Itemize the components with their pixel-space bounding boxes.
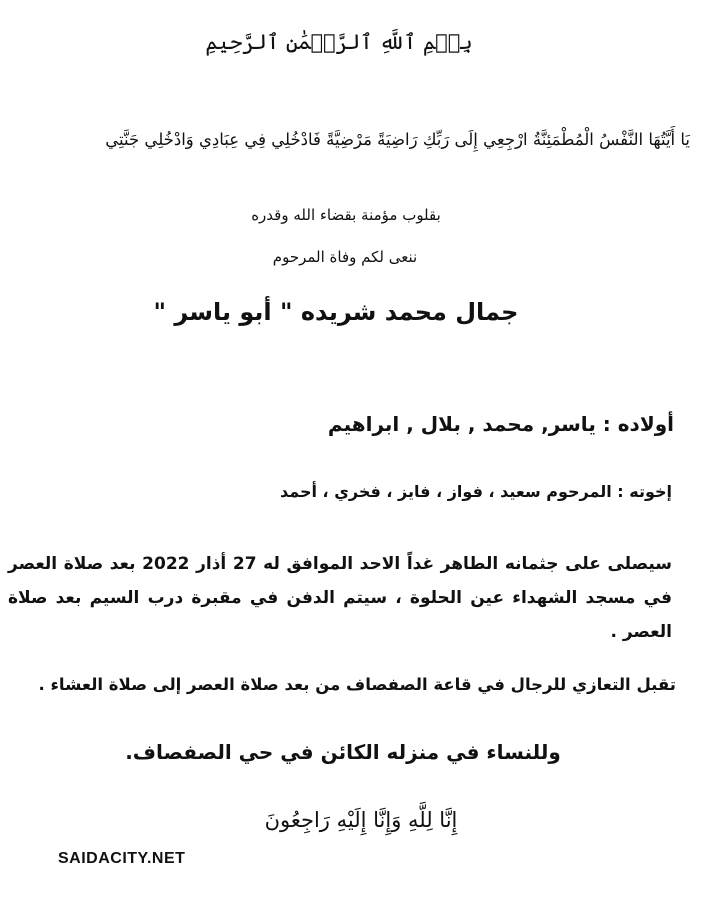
basmala: بِسۡمِ ٱللَّهِ ٱلرَّحۡمَٰنِ ٱلرَّحِيمِ bbox=[205, 30, 473, 54]
quran-verse: يَا أَيَّتُهَا النَّفْسُ الْمُطْمَئِنَّةُ ارْجِعِي إِلَى رَبِّكِ رَاضِيَةً مَرْضِيَّةً فَادْخُلِي فِي عِبَادِي وَادْخُلِي جَنَّتِي bbox=[105, 130, 690, 149]
intro-line-2: ننعى لكم وفاة المرحوم bbox=[272, 248, 418, 266]
sons-list: أولاده : ياسر, محمد , بلال , ابراهيم bbox=[327, 412, 674, 436]
funeral-details: سيصلى على جثمانه الطاهر غداً الاحد الموافق له 27 أذار 2022 بعد صلاة العصر في مسجد الشهداء عين الحلوة ، سيتم الدفن في مقبرة درب السيم بعد صلاة العصر . bbox=[8, 554, 673, 642]
intro-line-1: بقلوب مؤمنة بقضاء الله وقدره bbox=[251, 206, 441, 224]
deceased-name: جمال محمد شريده " أبو ياسر " bbox=[153, 298, 519, 326]
condolences-women: وللنساء في منزله الكائن في حي الصفصاف. bbox=[125, 740, 561, 764]
site-watermark: SAIDACITY.NET bbox=[58, 850, 186, 867]
brothers-list: إخوته : المرحوم سعيد ، فواز ، فايز ، فخري ، أحمد bbox=[280, 482, 672, 501]
condolences-men: تقبل التعازي للرجال في قاعة الصفصاف من بعد صلاة العصر إلى صلاة العشاء . bbox=[38, 675, 676, 694]
closing-verse: إِنَّا لِلَّهِ وَإِنَّا إِلَيْهِ رَاجِعُونَ bbox=[264, 808, 458, 832]
